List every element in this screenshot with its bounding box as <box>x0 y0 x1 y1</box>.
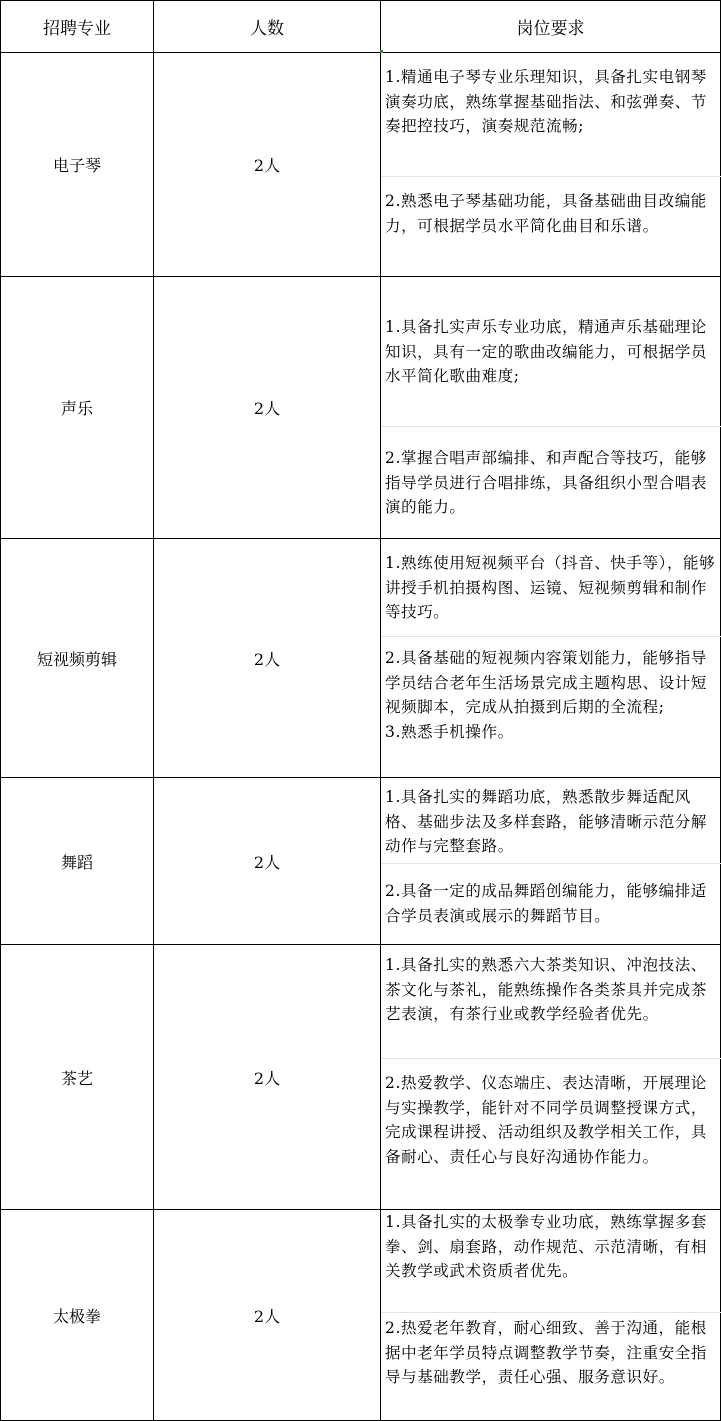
row-count: 2人 <box>253 1306 281 1326</box>
row-count: 2人 <box>253 1068 281 1088</box>
requirement-subdivider <box>381 636 721 637</box>
row-count: 2人 <box>253 649 281 669</box>
requirement-subdivider <box>381 863 721 864</box>
column-divider <box>380 0 381 1421</box>
row-major: 声乐 <box>60 399 93 418</box>
requirement-text: 2.具备一定的成品舞蹈创编能力，能够编排适合学员表演或展示的舞蹈节目。 <box>385 882 707 925</box>
row-major: 短视频剪辑 <box>36 649 117 669</box>
requirement-subdivider <box>381 176 721 177</box>
requirement-text: 1.具备扎实的太极拳专业功底，熟练掌握多套拳、剑、扇套路，动作规范、示范清晰，有相关教学或武术资质者优先。 <box>385 1213 708 1280</box>
requirement-text: 2.熟悉电子琴基础功能，具备基础曲目改编能力，可根据学员水平简化曲目和乐谱。 <box>385 192 707 235</box>
requirement-text: 1.熟练使用短视频平台（抖音、快手等），能够讲授手机拍摄构图、运镜、短视频剪辑和制作等技巧。 <box>385 554 716 621</box>
header-count: 人数 <box>250 19 284 39</box>
row-count: 2人 <box>253 156 281 175</box>
row-count: 2人 <box>253 852 281 872</box>
requirement-subdivider <box>381 1058 721 1059</box>
requirement-subdivider <box>381 426 721 427</box>
requirement-subdivider <box>381 1312 721 1313</box>
row-major: 舞蹈 <box>60 852 93 872</box>
row-major: 太极拳 <box>52 1306 101 1326</box>
row-count: 2人 <box>253 399 281 418</box>
row-major: 茶艺 <box>60 1068 93 1088</box>
requirement-text: 2.掌握合唱声部编排、和声配合等技巧，能够指导学员进行合唱排练，具备组织小型合唱表演的能力。 <box>385 449 708 516</box>
requirement-text: 1.具备扎实声乐专业功底，精通声乐基础理论知识，具有一定的歌曲改编能力，可根据学员水平简化歌曲难度; <box>385 318 708 385</box>
requirement-text: 1.具备扎实的舞蹈功底，熟悉散步舞适配风格、基础步法及多样套路，能够清晰示范分解动作与完整套路。 <box>385 788 708 855</box>
requirement-text: 2.具备基础的短视频内容策划能力，能够指导学员结合老年生活场景完成主题构思、设计短视频脚本，完成从拍摄到后期的全流程; 3.熟悉手机操作。 <box>385 649 708 741</box>
requirement-text: 2.热爱教学、仪态端庄、表达清晰，开展理论与实操教学，能针对不同学员调整授课方式，完成课程讲授、活动组织及教学相关工作，具备耐心、责任心与良好沟通协作能力。 <box>385 1074 708 1166</box>
header-major: 招聘专业 <box>43 19 111 39</box>
requirement-text: 1.具备扎实的熟悉六大茶类知识、冲泡技法、茶文化与茶礼，能熟练操作各类茶具并完成茶艺表演，有茶行业或教学经验者优先。 <box>385 956 708 1023</box>
row-major: 电子琴 <box>52 156 101 175</box>
requirement-text: 1.精通电子琴专业乐理知识，具备扎实电钢琴演奏功底，熟练掌握基础指法、和弦弹奏、节奏把控技巧，演奏规范流畅; <box>385 68 708 135</box>
requirement-text: 2.热爱老年教育，耐心细致、善于沟通，能根据中老年学员特点调整教学节奏，注重安全指导与基础教学，责任心强、服务意识好。 <box>385 1319 708 1386</box>
header-requirements: 岗位要求 <box>516 19 585 39</box>
